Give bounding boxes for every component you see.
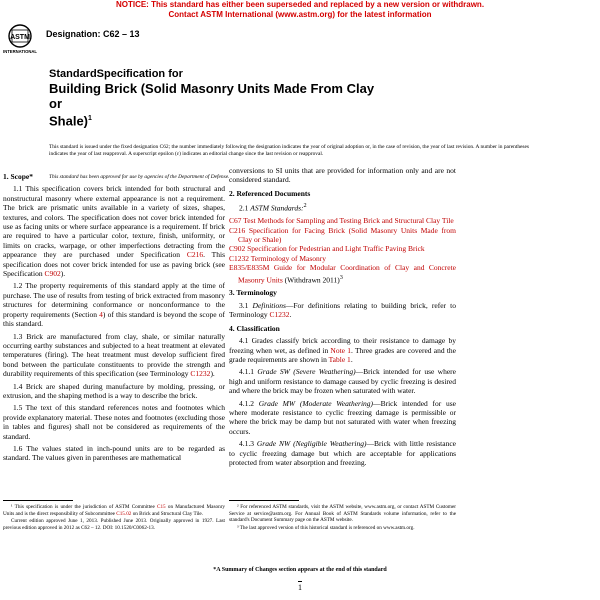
footnotes-left xyxy=(3,504,225,532)
paragraph-4-1: 4.1 Grades classify brick according to their resistance to damage by freezing when wet, as defined in Note 1. Three grades are covered and the grade requirements are shown in Table 1. xyxy=(229,336,456,364)
astm-logo xyxy=(3,22,37,56)
paragraph-3-1: 3.1 Definitions—For definitions relating to building brick, refer to Terminology C1232. xyxy=(229,300,457,320)
preamble-defense: This standard has been approved for use by agencies of the Department of Defense. xyxy=(49,174,230,180)
withdrawn-notice xyxy=(0,0,600,19)
paragraph-4-1-3: 4.1.3 Grade NW (Negligible Weathering)—Brick with little resistance to cyclic freezing damage but which are acceptable for applications protected from water absorption and freezing. xyxy=(229,439,456,467)
paragraph-1-2: 1.2 The property requirements of this standard apply at the time of purchase. The use of results from testing of brick extracted from masonry structures for determining conformance or nonconformance to the property requirements (Section 4) of this standard is beyond the scope of this standard. xyxy=(3,281,225,329)
document-title xyxy=(49,68,389,128)
paragraph-1-6: 1.6 The values stated in inch-pound units are to be regarded as standard. The values given in parentheses are mathematical xyxy=(3,443,225,463)
paragraph-1-3: 1.3 Brick are manufactured from clay, shale, or similar naturally occurring earthy substances and subjected to a heat treatment at elevated temperatures (firing). The heat treatment must develop sufficient fired bond between the particulate constituents to provide the strength and durability requirements of this specification (see Terminology C1232). xyxy=(3,331,225,379)
paragraph-4-1-1: 4.1.1 Grade SW (Severe Weathering)—Brick intended for use where high and uniform resistance to damage caused by cyclic freezing is desired and where the brick may be frozen when saturated with water. xyxy=(229,367,456,396)
referenced-standards-label: 2.1 ASTM Standards:$^2$ xyxy=(239,202,307,213)
footnote-2: ² For referenced ASTM standards, visit the ASTM website, www.astm.org, or contact ASTM Customer Service at service@astm.org. For Annual Book of ASTM Standards volume information, refer to the standard's Document Summary page on the ASTM website. xyxy=(229,504,456,524)
reference-c1232[interactable]: C1232 Terminology of Masonry xyxy=(229,253,327,263)
link-c1232-term[interactable]: C1232 xyxy=(269,310,290,320)
title-line-3: Shale) xyxy=(49,113,89,129)
footnote-divider-left xyxy=(3,500,73,501)
link-c902[interactable]: C902 xyxy=(44,269,61,279)
footnotes-right xyxy=(229,504,456,532)
section-heading-terminology: 3. Terminology xyxy=(229,288,277,298)
reference-list xyxy=(229,216,456,284)
link-table-1[interactable]: Table 1 xyxy=(328,354,351,364)
left-column xyxy=(3,168,225,466)
paragraph-4-1-2: 4.1.2 Grade MW (Moderate Weathering)—Brick intended for use where moderate resistance to cyclic freezing damage is permissible or where the brick may be damp but not saturated with water when freezing occurs. xyxy=(229,398,456,436)
reference-c216[interactable]: C216 Specification for Facing Brick (Solid Masonry Units Made from Clay or Shale) xyxy=(229,225,456,244)
link-c1232[interactable]: C1232 xyxy=(190,369,211,379)
notice-line-2: Contact ASTM International (www.astm.org) for the latest information xyxy=(168,9,432,19)
section-heading-classification: 4. Classification xyxy=(229,323,280,333)
paragraph-1-5: 1.5 The text of this standard references notes and footnotes which provide explanatory material. These notes and footnotes (excluding those in tables and figures) shall not be considered as requirements of the standard. xyxy=(3,403,225,441)
reference-e835[interactable]: E835/E835M Guide for Modular Coordination of Clay and Concrete Masonry Units (Withdrawn 2011)$^3$ xyxy=(229,263,456,285)
link-c15[interactable]: C15 xyxy=(156,504,166,510)
footnote-divider-right xyxy=(229,500,299,501)
title-footnote-mark: 1 xyxy=(88,115,92,122)
footnote-3: ³ The last approved version of this historical standard is referenced on www.astm.org. xyxy=(237,524,415,531)
notice-line-1: NOTICE: This standard has either been superseded and replaced by a new version or withdrawn. xyxy=(115,0,485,9)
reference-c902[interactable]: C902 Specification for Pedestrian and Light Traffic Paving Brick xyxy=(229,244,425,254)
footnote-1: ¹ This specification is under the jurisdiction of ASTM Committee C15 on Manufactured Masonry Units and is the direct responsibility of Subcommittee C15.02 on Brick and Structural Clay Tile. xyxy=(3,504,225,517)
link-c15-02[interactable]: C15.02 xyxy=(116,510,132,517)
link-section-4[interactable]: 4 xyxy=(99,309,103,319)
section-heading-references: 2. Referenced Documents xyxy=(229,188,311,198)
paragraph-1-6-cont: conversions to SI units that are provided for information only and are not considered standard. xyxy=(229,166,456,185)
logo-caption: INTERNATIONAL xyxy=(3,49,37,54)
summary-of-changes-note: *A Summary of Changes section appears at the end of this standard xyxy=(213,567,387,573)
page-number: 1 xyxy=(298,583,302,592)
footnote-1-edition: Current edition approved June 1, 2013. Published June 2013. Originally approved in 1927. Last previous edition approved in 2012 as C62 – 12. DOI: 10.1520/C0062-13. xyxy=(3,518,225,531)
link-c216[interactable]: C216 xyxy=(186,250,204,260)
title-line-2: Building Brick (Solid Masonry Units Made From Clay or xyxy=(49,81,375,111)
designation: Designation: C62 – 13 xyxy=(46,29,140,39)
title-line-1: StandardSpecification for xyxy=(49,68,183,80)
right-column xyxy=(229,166,456,470)
preamble-issued: This standard is issued under the fixed designation C62; the number immediately following the designation indicates the year of original adoption or, in the case of revision, the year of last revision. A number in parentheses indicates the year of last reapproval. A superscript epsilon (ε) indicates an editorial change since the last revision or reapproval. xyxy=(49,144,529,157)
svg-text:ASTM: ASTM xyxy=(10,34,30,41)
paragraph-1-1: 1.1 This specification covers brick intended for both structural and nonstructural masonry where external appearance is not a requirement. The brick are prismatic units available in a variety of sizes, shapes, textures, and colors. The specification does not cover brick intended for use as facing units or where surface appearance is a requirement. If brick are required to have a particular color, texture, finish, uniformity, or limits on cracks, warpage, or other imperfections detracting from the appearance they are purchased under Specification C216. This specification does not cover brick intended for use as paving brick (see Specification C902). xyxy=(3,184,225,279)
link-note-1[interactable]: Note 1 xyxy=(330,345,351,355)
section-heading-scope: 1. Scope* xyxy=(3,172,33,181)
reference-c67[interactable]: C67 Test Methods for Sampling and Testing Brick and Structural Clay Tile xyxy=(229,216,454,226)
paragraph-1-4: 1.4 Brick are shaped during manufacture by molding, pressing, or extrusion, and the shaping method is a way to describe the brick. xyxy=(3,381,225,400)
